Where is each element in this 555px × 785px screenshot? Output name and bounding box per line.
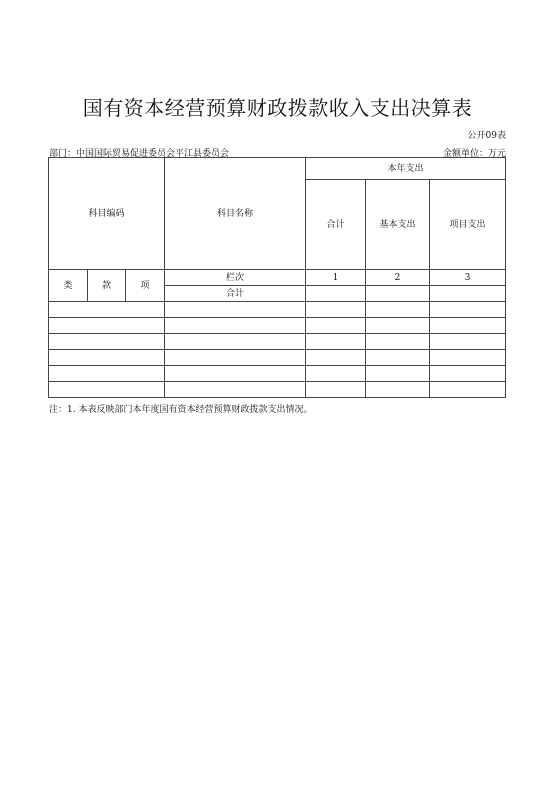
column-number-1: 1 <box>306 270 366 286</box>
table-cell <box>306 382 366 398</box>
table-cell <box>165 302 306 318</box>
expenditure-table <box>48 157 506 398</box>
table-cell <box>49 350 165 366</box>
table-row <box>49 366 506 382</box>
table-cell <box>306 334 366 350</box>
table-cell <box>430 318 506 334</box>
header-current-year-expenditure: 本年支出 <box>306 158 506 180</box>
table-cell <box>430 302 506 318</box>
table-cell <box>366 334 430 350</box>
header-basic-expenditure: 基本支出 <box>366 180 430 270</box>
header-project-expenditure: 项目支出 <box>430 180 506 270</box>
page-title: 国有资本经营预算财政拨款收入支出决算表 <box>82 96 473 120</box>
expenditure-table-container <box>48 157 506 398</box>
table-cell <box>49 302 165 318</box>
table-cell <box>366 318 430 334</box>
total-cell <box>306 286 366 302</box>
table-cell <box>430 350 506 366</box>
table-cell <box>306 350 366 366</box>
table-cell <box>165 334 306 350</box>
header-total: 合计 <box>306 180 366 270</box>
table-cell <box>49 382 165 398</box>
code-item-label: 项 <box>126 270 165 302</box>
table-row <box>49 318 506 334</box>
footnote: 注：1. 本表反映部门本年度国有资本经营预算财政拨款支出情况。 <box>49 405 313 415</box>
code-class-label: 类 <box>49 270 88 302</box>
table-cell <box>165 350 306 366</box>
table-cell <box>306 318 366 334</box>
table-cell <box>306 302 366 318</box>
total-cell <box>430 286 506 302</box>
table-cell <box>366 302 430 318</box>
table-cell <box>366 382 430 398</box>
amount-unit-label: 金额单位：万元 <box>442 149 506 159</box>
table-cell <box>49 334 165 350</box>
department-label: 部门：中国国际贸易促进委员会平江县委员会 <box>49 149 230 159</box>
table-cell <box>49 318 165 334</box>
total-cell <box>366 286 430 302</box>
table-cell <box>165 318 306 334</box>
table-cell <box>306 366 366 382</box>
column-number-3: 3 <box>430 270 506 286</box>
table-cell <box>366 366 430 382</box>
header-subject-code: 科目编码 <box>49 158 165 270</box>
table-cell <box>430 334 506 350</box>
table-cell <box>430 382 506 398</box>
column-number-2: 2 <box>366 270 430 286</box>
code-section-label: 款 <box>88 270 126 302</box>
table-row <box>49 350 506 366</box>
table-cell <box>49 366 165 382</box>
table-row <box>49 334 506 350</box>
column-index-label: 栏次 <box>165 270 306 286</box>
table-cell <box>430 366 506 382</box>
table-cell <box>165 382 306 398</box>
table-row <box>49 302 506 318</box>
total-row-label: 合计 <box>165 286 306 302</box>
header-subject-name: 科目名称 <box>165 158 306 270</box>
table-cell <box>165 366 306 382</box>
table-row <box>49 382 506 398</box>
form-id: 公开09表 <box>467 131 506 141</box>
table-cell <box>366 350 430 366</box>
